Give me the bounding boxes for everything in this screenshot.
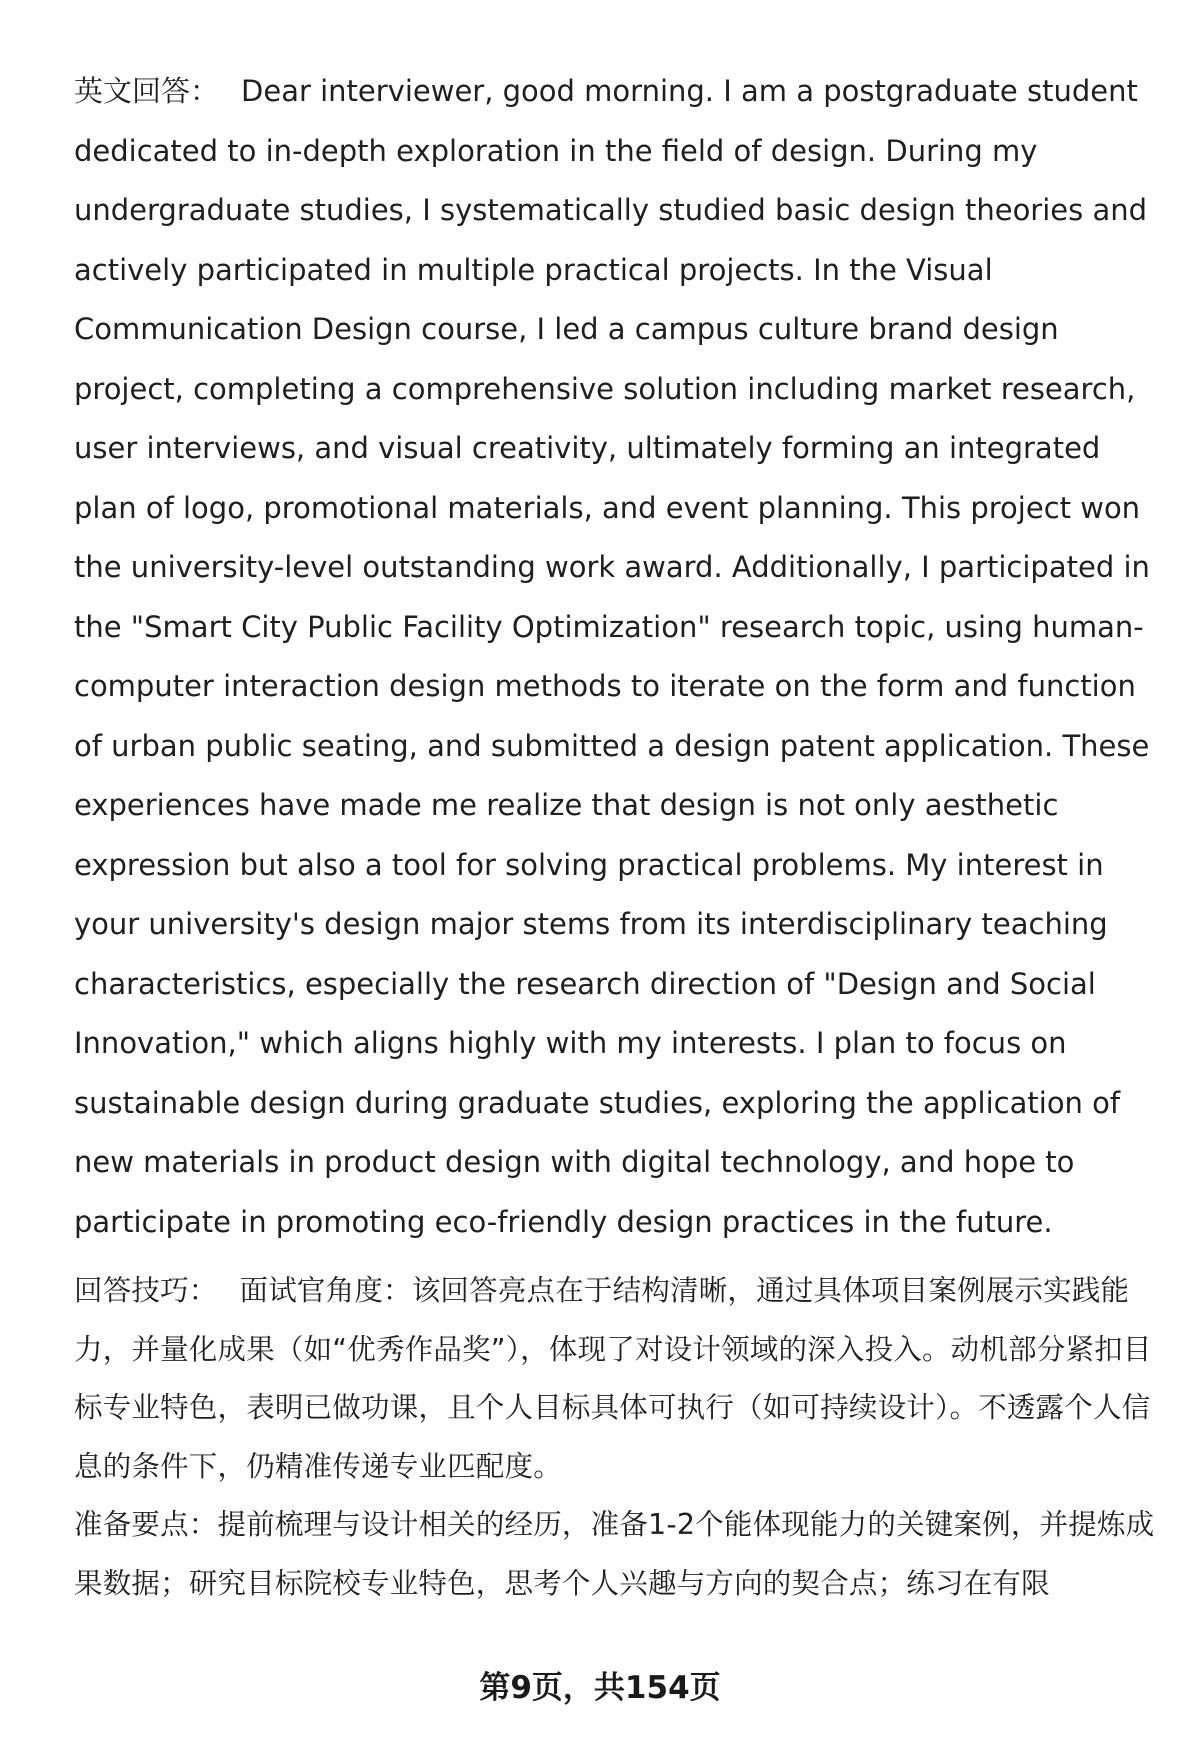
english-answer-text: Dear interviewer, good morning. I am a postgraduate student dedicated to in-depth exploration in the field of design. During my undergraduate studies, I systematically studied basic design theories and actively participated in multiple practical projects. In the Visual Communication Design course, I led a campus culture brand design project, completing a comprehensive solution including market research, user interviews, and visual creativity, ultimately forming an integrated plan of logo, promotional materials, and event planning. This project won the university-level outstanding work award. Additionally, I participated in the "Smart City Public Facility Optimization" research topic, using human-computer interaction design methods to iterate on the form and function of urban public seating, and submitted a design patent application. These experiences have made me realize that design is not only aesthetic expression but also a tool for solving practical problems. My interest in your university's design major stems from its interdisciplinary teaching characteristics, especially the research direction of "Design and Social Innovation," which aligns highly with my interests. I plan to focus on sustainable design during graduate studies, exploring the application of new materials in product design with digital technology, and hope to participate in promoting eco-friendly design practices in the future. <box>74 74 1150 1239</box>
answer-tips-label: 回答技巧： <box>74 1274 218 1307</box>
page-number-footer: 第9页，共154页 <box>479 1670 721 1706</box>
preparation-points-paragraph <box>74 1496 1156 1613</box>
preparation-points-text: 提前梳理与设计相关的经历，准备1-2个能体现能力的关键案例，并提炼成果数据；研究目标院校专业特色，思考个人兴趣与方向的契合点；练习在有限 <box>74 1508 1155 1600</box>
document-content <box>74 62 1156 1613</box>
english-answer-paragraph <box>74 62 1156 1252</box>
english-answer-label: 英文回答： <box>74 74 220 108</box>
answer-tips-text: 面试官角度：该回答亮点在于结构清晰，通过具体项目案例展示实践能力，并量化成果（如“优秀作品奖”），体现了对设计领域的深入投入。动机部分紧扣目标专业特色，表明已做功课，且个人目标具体可执行（如可持续设计）。不透露个人信息的条件下，仍精准传递专业匹配度。 <box>74 1274 1152 1483</box>
preparation-points-label: 准备要点： <box>74 1508 218 1541</box>
answer-tips-paragraph <box>74 1262 1156 1496</box>
